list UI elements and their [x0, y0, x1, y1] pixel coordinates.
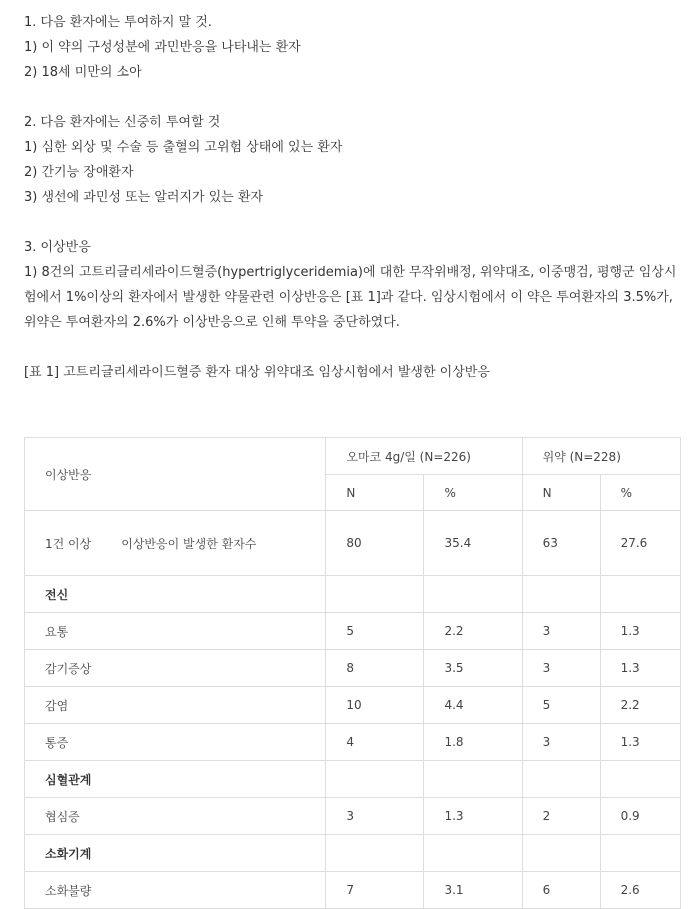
table-cell: 3	[522, 613, 600, 650]
table-row	[25, 724, 681, 761]
table-cell	[522, 576, 600, 613]
table-cell: 4.4	[424, 687, 522, 724]
section-row	[25, 576, 681, 613]
table-cell: 3.1	[424, 872, 522, 909]
table-row	[25, 511, 681, 576]
section-title: 심혈관계	[25, 761, 326, 798]
table-cell: 35.4	[424, 511, 522, 576]
table-cell: 2.2	[424, 613, 522, 650]
section-heading: 1. 다음 환자에는 투여하지 말 것.	[24, 15, 212, 30]
table-cell	[600, 761, 680, 798]
table-cell: 1.3	[424, 798, 522, 835]
table-row	[25, 613, 681, 650]
table-cell	[326, 835, 424, 872]
list-item: 3) 생선에 과민성 또는 알러지가 있는 환자	[24, 190, 264, 205]
section-row	[25, 761, 681, 798]
table-cell: 6	[522, 872, 600, 909]
list-item: 1) 심한 외상 및 수술 등 출혈의 고위험 상태에 있는 환자	[24, 140, 343, 155]
table-row	[25, 872, 681, 909]
table-cell: 4	[326, 724, 424, 761]
table-header-row	[25, 438, 681, 475]
table-cell: 10	[326, 687, 424, 724]
row-label-b: 이상반응이 발생한 환자수	[121, 536, 257, 551]
table-cell: 3	[522, 724, 600, 761]
section-heading: 2. 다음 환자에는 신중히 투여할 것	[24, 115, 221, 130]
table-cell: 0.9	[600, 798, 680, 835]
row-label: 감염	[25, 687, 326, 724]
row-label-a: 1건 이상	[45, 536, 92, 551]
group1-header: 오마코 4g/일 (N=226)	[326, 438, 522, 475]
row-label	[25, 511, 326, 576]
table-cell	[424, 576, 522, 613]
table-caption: [표 1] 고트리글리세라이드혈증 환자 대상 위약대조 임상시험에서 발생한 이상반응	[24, 365, 490, 380]
row-label: 요통	[25, 613, 326, 650]
section-heading: 3. 이상반응	[24, 240, 91, 255]
row-label: 감기증상	[25, 650, 326, 687]
table-row	[25, 798, 681, 835]
row-label: 협심증	[25, 798, 326, 835]
table-cell	[600, 835, 680, 872]
table-cell: 63	[522, 511, 600, 576]
table-cell: 1.3	[600, 724, 680, 761]
group2-header: 위약 (N=228)	[522, 438, 680, 475]
list-item: 2) 간기능 장애환자	[24, 165, 134, 180]
table-cell: 1.8	[424, 724, 522, 761]
section-title: 소화기계	[25, 835, 326, 872]
section-row	[25, 835, 681, 872]
adverse-section	[24, 235, 688, 335]
precautions-section	[24, 110, 688, 210]
table-cell: 1.3	[600, 613, 680, 650]
subheader-cell: %	[424, 475, 522, 511]
table-cell	[522, 761, 600, 798]
table-cell: 1.3	[600, 650, 680, 687]
subheader-cell: %	[600, 475, 680, 511]
table-cell: 3.5	[424, 650, 522, 687]
table-cell: 5	[326, 613, 424, 650]
contraindications-section	[24, 10, 688, 85]
column-label: 이상반응	[25, 438, 326, 511]
paragraph: 1) 8건의 고트리글리세라이드혈증(hypertriglyceridemia)에 대한 무작위배정, 위약대조, 이중맹검, 평행군 임상시험에서 1%이상의 환자에서 발생한 약물관련 이상반응은 [표 1]과 같다. 임상시험에서 이 약은 투여환자의 3.5%가, 위약은 투여환자의 2.6%가 이상반응으로 인해 투약을 중단하였다.	[24, 265, 677, 330]
table-cell: 80	[326, 511, 424, 576]
subheader-cell: N	[522, 475, 600, 511]
table-cell	[326, 761, 424, 798]
adverse-events-table	[24, 437, 681, 909]
table-row	[25, 650, 681, 687]
table-cell: 3	[522, 650, 600, 687]
table-cell	[424, 761, 522, 798]
list-item: 2) 18세 미만의 소아	[24, 65, 142, 80]
table-cell: 5	[522, 687, 600, 724]
row-label: 소화불량	[25, 872, 326, 909]
table-cell: 2	[522, 798, 600, 835]
table-cell: 8	[326, 650, 424, 687]
table-cell: 2.6	[600, 872, 680, 909]
subheader-cell: N	[326, 475, 424, 511]
table-cell: 3	[326, 798, 424, 835]
table-cell	[424, 835, 522, 872]
table-cell	[522, 835, 600, 872]
table-cell: 27.6	[600, 511, 680, 576]
section-title: 전신	[25, 576, 326, 613]
list-item: 1) 이 약의 구성성분에 과민반응을 나타내는 환자	[24, 40, 301, 55]
table-cell: 7	[326, 872, 424, 909]
table-row	[25, 687, 681, 724]
table-cell: 2.2	[600, 687, 680, 724]
table-cell	[600, 576, 680, 613]
table-cell	[326, 576, 424, 613]
row-label: 통증	[25, 724, 326, 761]
